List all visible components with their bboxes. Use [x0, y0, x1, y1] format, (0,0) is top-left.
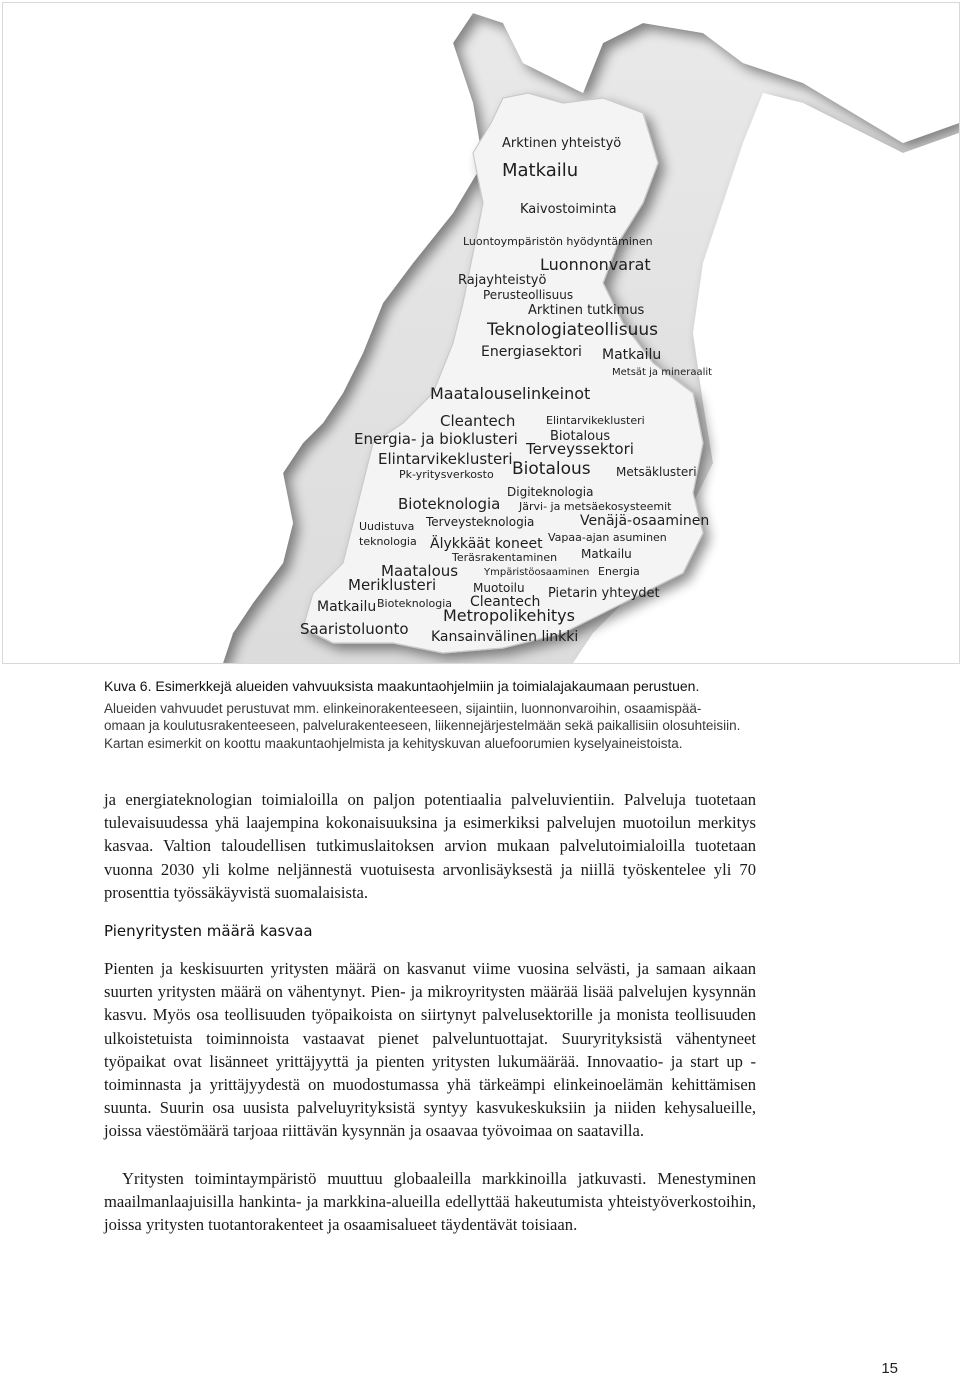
figure-caption-line: omaan ja koulutusrakenteeseen, palvelurakenteeseen, liikennejärjestelmään sekä paikallisiin olosuhteisiin.	[104, 718, 741, 733]
figure-caption-line: Kartan esimerkit on koottu maakuntaohjelmista ja kehityskuvan aluefoorumien kyselyaineistoista.	[104, 736, 683, 751]
map-label: Uudistuva	[359, 520, 415, 533]
map-label: Älykkäät koneet	[430, 536, 543, 552]
map-label: Teknologiateollisuus	[487, 320, 658, 340]
map-label: Energia- ja bioklusteri	[354, 430, 518, 448]
map-label: Matkailu	[317, 599, 377, 615]
map-label: Meriklusteri	[348, 576, 437, 594]
map-label: Metsäklusteri	[616, 465, 697, 479]
strengths-map	[2, 2, 960, 664]
map-label: Metropolikehitys	[443, 606, 575, 625]
map-label: Pk-yritysverkosto	[399, 468, 494, 481]
map-label: Elintarvikeklusteri	[546, 414, 645, 427]
map-label: Perusteollisuus	[483, 288, 574, 302]
map-label: Digiteknologia	[507, 485, 594, 499]
map-label: Biotalous	[550, 429, 611, 444]
map-label: Elintarvikeklusteri	[378, 450, 513, 468]
map-label: Arktinen yhteistyö	[502, 136, 622, 151]
map-label: Matkailu	[602, 347, 662, 363]
map-label: Saaristoluonto	[300, 620, 409, 638]
map-label: Pietarin yhteydet	[548, 586, 660, 601]
map-label: Muotoilu	[473, 581, 525, 595]
map-label: Maatalouselinkeinot	[430, 384, 591, 403]
body-paragraph: Yritysten toimintaympäristö muuttuu globaaleilla markkinoilla jatkuvasti. Menestyminen maailmanlaajuisilla hankinta- ja markkina-alueilla edellyttää hakeutumista yhteistyöverkostoihin, joissa yritysten tuotantorakenteet ja osaamisalueet täydentävät toisiaan.	[104, 1169, 756, 1235]
section-heading: Pienyritysten määrä kasvaa	[104, 922, 313, 940]
map-label: Bioteknologia	[398, 495, 501, 513]
map-label: Terveysteknologia	[426, 515, 535, 529]
map-label: Luonnonvarat	[540, 255, 651, 274]
map-label: Vapaa-ajan asuminen	[548, 531, 667, 544]
body-paragraph: ja energiateknologian toimialoilla on paljon potentiaalia palveluvientiin. Palveluja tuotetaan tulevaisuudessa yhä laajempina kokonaisuuksina ja esimerkiksi palvelujen muotoilun merkitys kasvaa. Valtion taloudellisen tutkimuslaitoksen arvion mukaan palvelutoimialoilla tuotetaan vuonna 2030 yli kolme neljännestä vuotuisesta arvonlisäyksestä ja niillä työskentelee yli 70 prosenttia työssäkäyvistä suomalaisista.	[104, 790, 756, 902]
map-label: Luontoympäristön hyödyntäminen	[463, 235, 653, 248]
map-label: teknologia	[359, 535, 417, 548]
map-label: Bioteknologia	[377, 597, 453, 610]
map-background	[3, 3, 959, 663]
map-label: Järvi- ja metsäekosysteemit	[519, 500, 672, 513]
map-label: Energiasektori	[481, 344, 582, 360]
map-label: Arktinen tutkimus	[528, 303, 645, 318]
map-label: Terveyssektori	[526, 440, 634, 458]
map-label: Rajayhteistyö	[458, 273, 547, 288]
map-label: Cleantech	[470, 594, 541, 610]
map-label: Biotalous	[512, 459, 591, 479]
map-label: Kansainvälinen linkki	[431, 629, 579, 645]
figure-caption-line: Alueiden vahvuudet perustuvat mm. elinkeinorakenteeseen, sijaintiin, luonnonvaroihin, osaamispää-	[104, 701, 702, 716]
map-label: Energia	[598, 565, 640, 578]
map-label: Kaivostoiminta	[520, 202, 617, 217]
page-number: 15	[881, 1360, 898, 1377]
map-label: Venäjä-osaaminen	[580, 513, 710, 529]
map-label: Matkailu	[502, 160, 579, 181]
map-label: Matkailu	[581, 547, 632, 561]
map-label: Teräsrakentaminen	[452, 551, 558, 564]
figure-caption-title: Kuva 6. Esimerkkejä alueiden vahvuuksista maakuntaohjelmiin ja toimialajakaumaan perustuen.	[104, 678, 700, 694]
map-label: Cleantech	[440, 412, 516, 430]
map-label: Metsät ja mineraalit	[612, 367, 713, 378]
map-label: Ympäristöosaaminen	[484, 567, 590, 578]
map-label: Maatalous	[381, 562, 459, 580]
body-paragraph: Pienten ja keskisuurten yritysten määrä on kasvanut viime vuosina selvästi, ja samaan aikaan suurten yritysten määrä on vähentynyt. Pien- ja mikroyritysten määrää lisää palvelujen kysynnän kasvu. Myös osa teollisuuden työpaikoista on siirtynyt palvelusektorille ja monista teollisuuden ulkoistetuista toiminnoista vastaavat pienet palveluntuottajat. Suuryrityksistä vähentyneet työpaikat ovat lisänneet yrittäjyyttä ja pienten yritysten lukumäärää. Innovaatio- ja start up -toiminnasta ja yrittäjyydestä on muodostumassa yhä tärkeämpi elinkeinoelämän kehittämisen suunta. Suurin osa uusista palveluyrityksistä syntyy kasvukeskuksiin ja niiden kehysalueille, joissa väestömäärä tarjoaa riittävän kysynnän ja osaavaa työvoimaa on saatavilla.	[104, 959, 756, 1141]
